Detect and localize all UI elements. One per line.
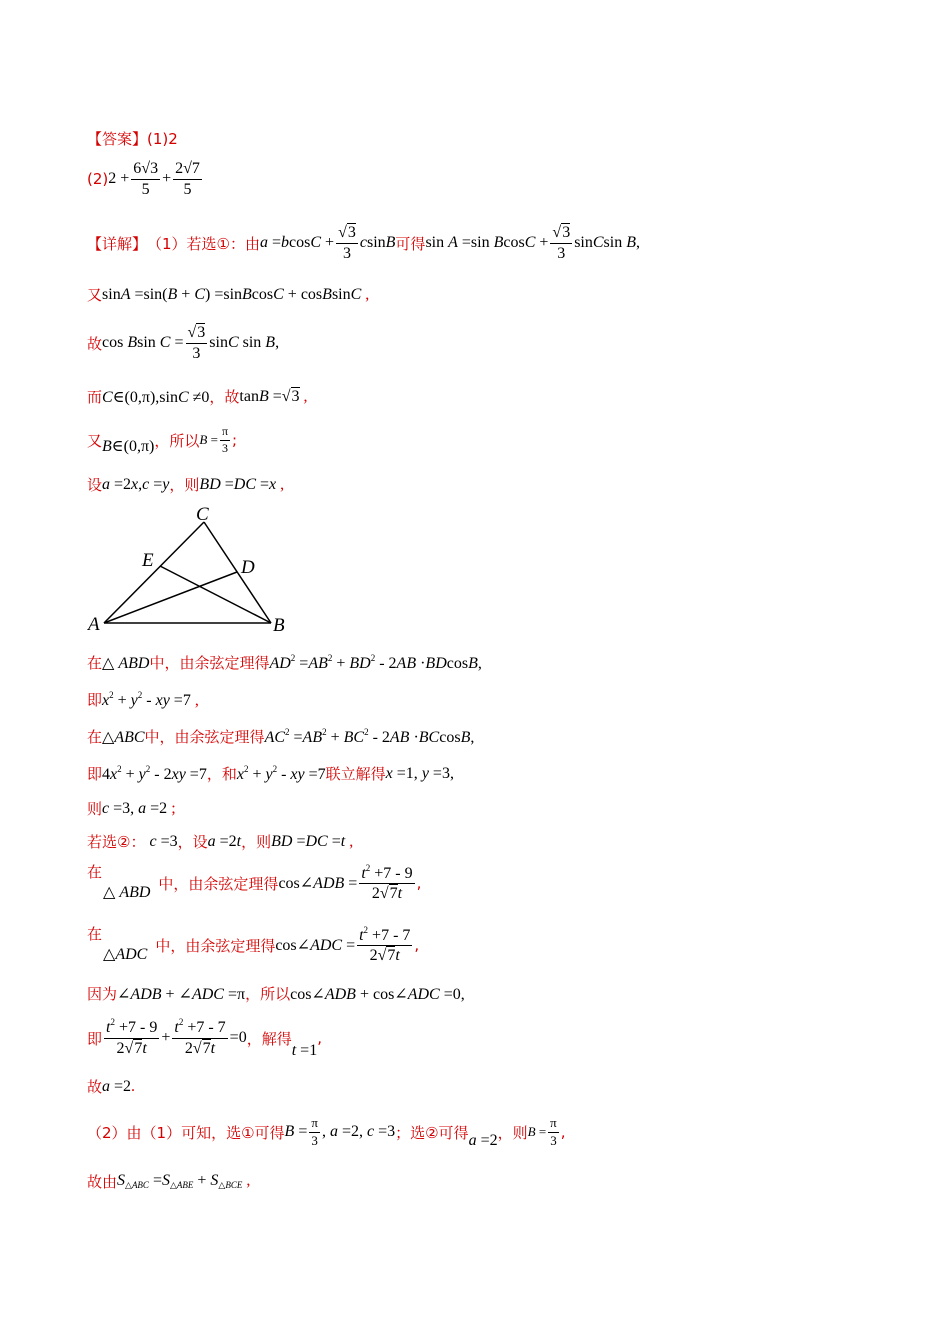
math-expr: B =	[284, 1123, 308, 1140]
text-span: 中，由余弦定理得	[144, 728, 265, 746]
math-expr: t =1	[291, 1042, 318, 1059]
detail-line-16: 即 $\frac{t^2 +7 - 9}{2√7t}$ + $\frac{t^2 +7 - 7}{2√7t}$ =0 ，解得 t =1 ,	[87, 1017, 322, 1059]
text-span: ，则	[241, 833, 272, 851]
detail-line-1	[87, 224, 640, 262]
math-expr: tanB =√3 ,	[239, 387, 308, 405]
math-expr: $AC^2 =AB^2 + BC^2 - 2AB \cdot BCcosB$,	[264, 726, 475, 746]
detail-label: 【详解】	[87, 234, 148, 253]
answer-part2-prefix: (2)	[87, 170, 109, 189]
text-span: 因为	[87, 985, 118, 1003]
answer-line-2	[87, 160, 204, 198]
math-expr: $S_{\triangle ABC} =S_{\triangle ABE} + S_{\triangle BCE}$ ,	[117, 1172, 251, 1190]
math-expr: a =2x,c =y	[102, 475, 170, 493]
math-expr: sinA =sin(B + C) =sinBcosC + cosBsinC ,	[102, 285, 370, 303]
math-expr: $AD^2 =AB^2 + BD^2 - 2AB \cdot BDcosB$,	[269, 652, 482, 672]
text-span: 而	[87, 388, 103, 406]
detail-line-11	[87, 798, 176, 819]
math-expr: cos Bsin C =	[102, 334, 184, 352]
answer-part1: (1)2	[147, 129, 178, 148]
answer-part2-lead: 2 +	[108, 170, 130, 188]
detail-line-5: 又 B∈(0,π) ，所以 B = $\frac{\pi}{3}$ ;	[87, 424, 238, 455]
side-ac	[104, 522, 204, 623]
math-expr: sinCsin B,	[574, 234, 640, 252]
text-span: 在	[87, 654, 103, 672]
label-d: D	[241, 557, 255, 578]
segment-ad	[104, 572, 237, 623]
math-expr: cos∠ADB =	[278, 875, 358, 893]
math-expr: cos∠ADC =	[275, 937, 356, 955]
side-cb	[204, 522, 271, 623]
detail-line-13: 在 △ ABD 中，由余弦定理得 cos∠ADB = $\frac{t^2 +7 - 9}{2√7t}$ ,	[87, 862, 422, 903]
stacked-label: 在 △ADC	[87, 925, 148, 963]
label-c: C	[196, 504, 209, 525]
math-expr: $x^2 + y^2$ - xy =7 ,	[102, 689, 199, 709]
text-span: （2）由（1）可知，选①可得	[87, 1123, 285, 1142]
math-expr: a =bcosC +	[260, 234, 335, 252]
triangle-figure	[80, 498, 300, 638]
text-span: 故	[87, 334, 103, 353]
math-expr: sin A =sin BcosC +	[425, 234, 549, 252]
text-span: 故	[87, 1078, 103, 1096]
detail-line-6	[87, 474, 284, 495]
text-span: ，所以	[245, 985, 291, 1003]
text-span: 又	[87, 286, 103, 304]
math-expr: sinC sin B,	[209, 334, 280, 352]
text-span: 在	[87, 728, 103, 746]
detail-line-12	[87, 831, 353, 852]
detail-line-8	[87, 689, 199, 710]
text-span: 中，由余弦定理得	[149, 654, 270, 672]
text-span: 即	[87, 691, 103, 709]
answer-label: 【答案】	[87, 130, 148, 148]
text-span: ，所以	[154, 431, 200, 450]
text-span: ，则	[169, 476, 200, 494]
fraction-sqrt3-3: $\frac{√3}{3}$	[187, 324, 206, 362]
detail-line-14: 在 △ADC 中，由余弦定理得 cos∠ADC = $\frac{t^2 +7 - 7}{2√7t}$ ,	[87, 924, 420, 965]
math-expr: csinB	[359, 234, 396, 252]
math-expr: =0	[229, 1029, 247, 1046]
detail-line-9	[87, 726, 474, 747]
text-span: 联立解得	[325, 765, 386, 783]
math-expr: B =	[527, 1124, 547, 1139]
text-span: 又	[87, 431, 103, 450]
answer-fraction-2: $\frac{2√7}{5}$	[175, 160, 200, 198]
math-expr: x =1, y =3,	[385, 764, 454, 782]
stacked-label: 在 △ ABD	[87, 863, 151, 901]
text-span: ，设	[177, 833, 208, 851]
text-span: ，故	[209, 388, 240, 406]
label-e: E	[142, 550, 154, 571]
math-expr: a =2	[468, 1132, 498, 1149]
math-expr: cos∠ADB + cos∠ADC =0,	[290, 985, 465, 1003]
detail-line-17	[87, 1076, 135, 1097]
answer-fraction-1: $\frac{6√3}{5}$	[133, 160, 159, 198]
label-b: B	[273, 615, 285, 636]
math-expr: B =	[199, 432, 218, 447]
math-expr: $x^2 + y^2$ - xy =7	[236, 763, 326, 783]
text-span: 则	[87, 800, 103, 818]
fraction-sum-1: $\frac{t^2 +7 - 9}{2√7t}$	[106, 1017, 158, 1057]
plus-sign: +	[162, 170, 172, 188]
math-expr: $4x^2 + y^2 - 2xy =7$	[102, 763, 207, 783]
fraction-sum-2: $\frac{t^2 +7 - 7}{2√7t}$	[174, 1017, 226, 1057]
fraction-cos-adb: $\frac{t^2 +7 - 9}{2√7t}$	[361, 862, 413, 903]
math-expr: B∈(0,π)	[102, 438, 155, 455]
math-expr: △ABC	[102, 728, 145, 746]
text-span: ，和	[206, 765, 237, 783]
math-expr: ∠ADB + ∠ADC =π	[117, 985, 246, 1003]
math-expr: c =3	[149, 832, 178, 850]
detail-line-4	[87, 386, 308, 407]
math-expr: c =3, a =2 ;	[102, 799, 176, 817]
math-expr: , a =2, c =3	[321, 1123, 396, 1140]
text-span: 可得	[395, 234, 426, 253]
math-expr: a =2.	[102, 1077, 136, 1095]
detail-line-2	[87, 284, 369, 305]
fraction-pi-3: $\frac{\pi}{3}$	[311, 1115, 318, 1148]
math-expr: BD =DC =t ,	[271, 832, 354, 850]
text-span: 设	[87, 476, 103, 494]
label-a: A	[88, 614, 100, 635]
fraction-pi-3: $\frac{\pi}{3}$	[221, 424, 228, 455]
text-span: ，则	[497, 1123, 528, 1142]
answer-line-1	[87, 128, 178, 149]
math-expr: a =2t	[207, 832, 242, 850]
detail-line-15	[87, 983, 465, 1004]
text-span: ，解得	[246, 1029, 292, 1048]
text-span: 若选②：	[87, 833, 146, 851]
math-expr: BD =DC =x ,	[199, 475, 285, 493]
fraction-sqrt3-3: $\frac{√3}{3}$	[552, 224, 571, 262]
fraction-cos-adc: $\frac{t^2 +7 - 7}{2√7t}$	[359, 924, 411, 965]
math-expr: △ ABD	[102, 654, 150, 672]
math-expr: C∈(0,π),sinC ≠0	[102, 388, 210, 406]
text-span: ；选②可得	[395, 1123, 469, 1142]
detail-line-10	[87, 763, 454, 784]
text-span: 即	[87, 765, 103, 783]
text-span: 中，由余弦定理得	[158, 874, 279, 893]
text-span: （1）若选①：由	[147, 234, 261, 253]
detail-line-19	[87, 1171, 250, 1192]
text-span: 中，由余弦定理得	[155, 936, 276, 955]
detail-line-18: （2）由（1）可知，选①可得 B = $\frac{\pi}{3}$ , a =2, c =3 ；选②可得 a =2 ，则 B = $\frac{\pi}{3}$ ,	[87, 1115, 566, 1149]
fraction-pi-3: $\frac{\pi}{3}$	[550, 1115, 557, 1148]
detail-line-7	[87, 652, 482, 673]
text-span: 故由	[87, 1173, 118, 1191]
detail-line-3	[87, 324, 279, 362]
fraction-sqrt3-3: $\frac{√3}{3}$	[338, 224, 356, 262]
text-span: 即	[87, 1029, 103, 1048]
